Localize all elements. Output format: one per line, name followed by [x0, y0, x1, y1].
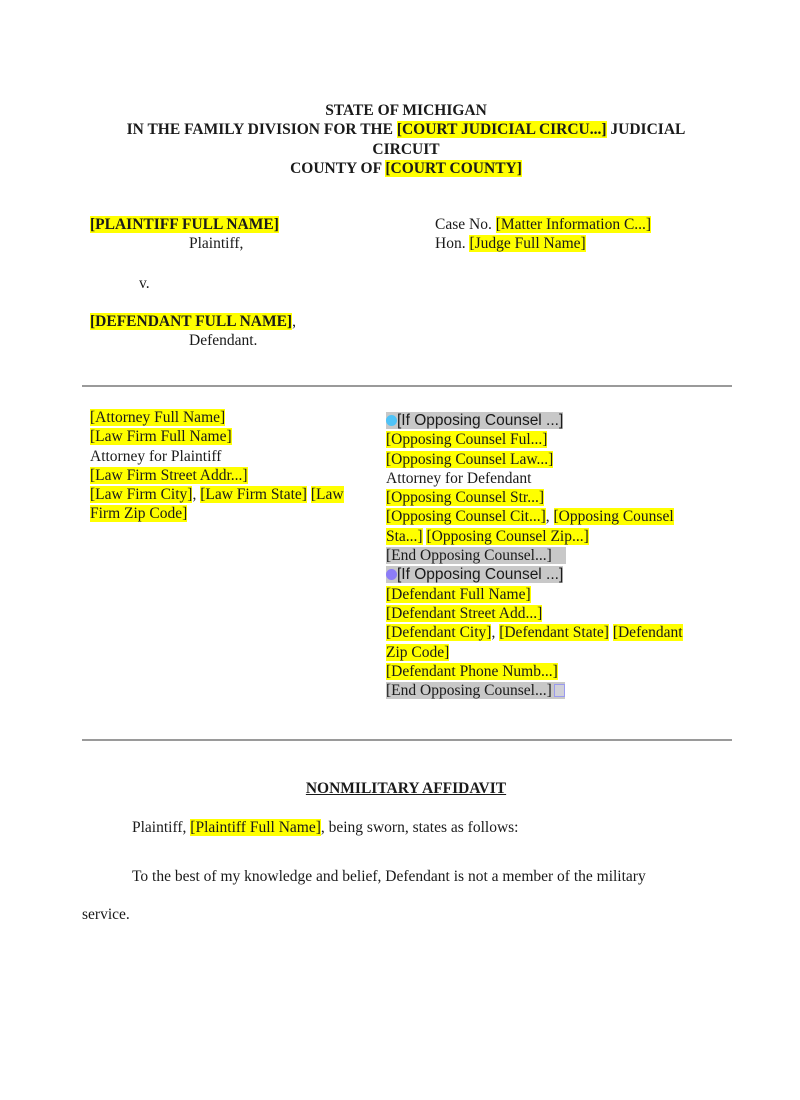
case-info — [435, 215, 651, 254]
judge-name-field[interactable]: [Judge Full Name] — [469, 235, 586, 253]
defendant-phone-field[interactable]: [Defendant Phone Numb...] — [386, 662, 558, 680]
opposing-counsel-city-field[interactable]: [Opposing Counsel Cit...] — [386, 508, 546, 526]
para1-prefix: Plaintiff, — [132, 819, 191, 836]
defendant-zip-field-cont[interactable]: Zip Code] — [386, 643, 450, 661]
defendant-comma: , — [292, 313, 296, 330]
paragraph-sworn — [132, 819, 518, 837]
divider-line — [82, 385, 732, 387]
conditional-marker-icon — [386, 569, 397, 580]
caption-parties — [90, 215, 279, 254]
law-firm-name-field[interactable]: [Law Firm Full Name] — [90, 428, 232, 446]
division-prefix: IN THE FAMILY DIVISION FOR THE — [126, 121, 397, 139]
conditional-start-label: [If Opposing Counsel ...] — [397, 412, 564, 429]
conditional-start-label: [If Opposing Counsel ...] — [397, 566, 564, 584]
defendant-zip-field[interactable]: [Defendant — [612, 624, 683, 642]
case-no-label: Case No. — [435, 216, 496, 233]
defendant-state-field[interactable]: [Defendant State] — [499, 624, 609, 642]
para1-suffix: , being sworn, states as follows: — [320, 819, 519, 836]
law-firm-city-field[interactable]: [Law Firm City] — [90, 486, 193, 504]
conditional-end-label: [End Opposing Counsel...] — [386, 682, 552, 700]
judge-label: Hon. — [435, 235, 470, 253]
plaintiff-full-name-field[interactable]: [Plaintiff Full Name] — [190, 819, 321, 836]
law-firm-street-field[interactable]: [Law Firm Street Addr...] — [90, 466, 248, 484]
plaintiff-label: Plaintiff, — [189, 235, 244, 253]
caption-defendant — [90, 312, 296, 351]
defendant-label: Defendant. — [189, 332, 258, 350]
conditional-start-tag-2[interactable] — [386, 566, 563, 583]
attorney-role: Attorney for Plaintiff — [90, 447, 222, 465]
opposing-counsel-state-field-cont[interactable]: Sta...] — [386, 527, 423, 545]
separator: , — [545, 508, 554, 526]
county-line — [0, 159, 800, 178]
conditional-end-tag-2[interactable] — [386, 682, 565, 699]
defendant-city-field[interactable]: [Defendant City] — [386, 624, 492, 642]
opposing-counsel-firm-field[interactable]: [Opposing Counsel Law...] — [386, 450, 554, 468]
attorney-name-field[interactable]: [Attorney Full Name] — [90, 409, 226, 426]
conditional-end-tag[interactable]: [End Opposing Counsel...] — [386, 547, 566, 564]
law-firm-zip-field[interactable]: [Law — [310, 486, 344, 504]
law-firm-state-field[interactable]: [Law Firm State] — [200, 486, 307, 504]
separator: , — [192, 486, 201, 504]
opposing-counsel-name-field[interactable]: [Opposing Counsel Ful...] — [386, 431, 548, 449]
court-judicial-circuit-field[interactable]: [COURT JUDICIAL CIRCU...] — [396, 121, 607, 139]
county-prefix: COUNTY OF — [290, 159, 386, 177]
case-number-field[interactable]: [Matter Information C...] — [495, 216, 652, 233]
opposing-counsel-state-field[interactable]: [Opposing Counsel — [553, 508, 674, 526]
opposing-counsel-zip-field[interactable]: [Opposing Counsel Zip...] — [426, 527, 589, 545]
division-suffix: JUDICIAL — [606, 121, 686, 139]
opposing-counsel-role: Attorney for Defendant — [386, 469, 532, 487]
court-county-field[interactable]: [COURT COUNTY] — [385, 159, 522, 177]
court-header — [0, 101, 800, 178]
division-line — [0, 120, 800, 139]
versus-label: v. — [139, 275, 150, 292]
circuit-line: CIRCUIT — [372, 140, 440, 158]
defendant-street-field[interactable]: [Defendant Street Add...] — [386, 604, 543, 622]
opposing-counsel-street-field[interactable]: [Opposing Counsel Str...] — [386, 489, 545, 507]
paragraph-military-line1: To the best of my knowledge and belief, Defendant is not a member of the military — [132, 868, 646, 885]
defendant-name-field[interactable]: [DEFENDANT FULL NAME] — [90, 313, 293, 330]
divider-line — [82, 739, 732, 741]
separator: , — [491, 624, 500, 642]
conditional-start-tag[interactable] — [386, 412, 563, 429]
plaintiff-name-field[interactable]: [PLAINTIFF FULL NAME] — [90, 216, 279, 233]
cursor-box-icon — [554, 684, 565, 697]
law-firm-zip-field-cont[interactable]: Firm Zip Code] — [90, 505, 188, 523]
conditional-marker-icon — [386, 415, 397, 426]
state-line: STATE OF MICHIGAN — [325, 102, 487, 119]
defendant-side-block — [386, 411, 726, 700]
document-title: NONMILITARY AFFIDAVIT — [305, 780, 507, 797]
plaintiff-attorney-block — [90, 408, 344, 524]
paragraph-military-line2: service. — [82, 906, 130, 923]
defendant-full-name-field[interactable]: [Defendant Full Name] — [386, 585, 531, 603]
